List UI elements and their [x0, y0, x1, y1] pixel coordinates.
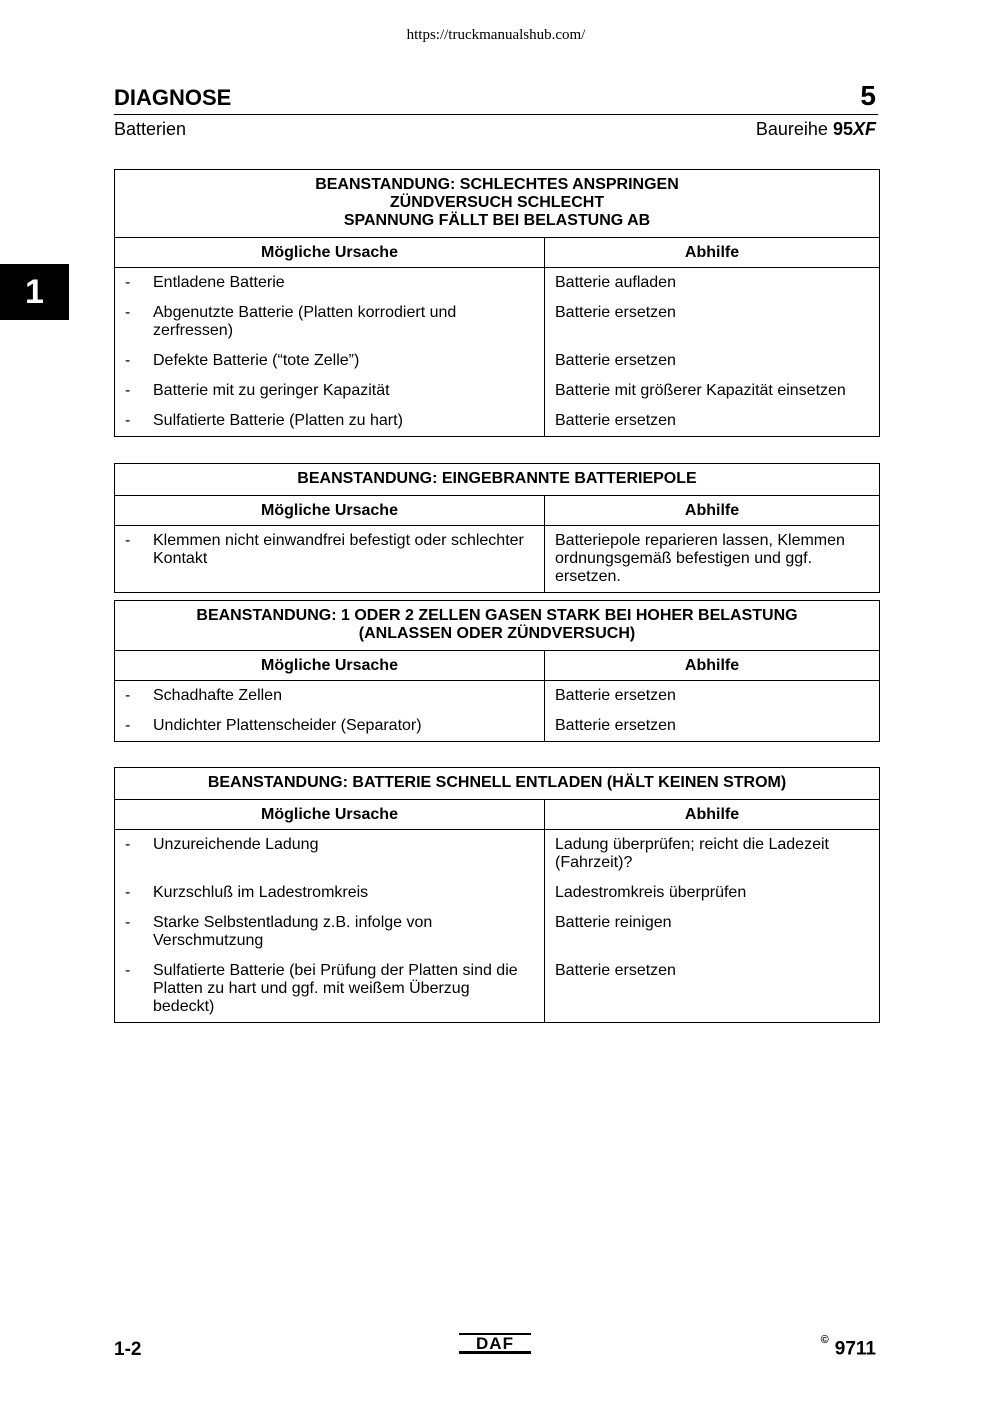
series-model: XF: [852, 119, 876, 139]
copyright-symbol: ©: [820, 1334, 829, 1346]
remedy-cell: Batterie ersetzen: [555, 962, 676, 979]
source-url: https://truckmanualshub.com/: [406, 27, 586, 43]
table-row: [115, 878, 880, 908]
bullet-dash: -: [125, 532, 131, 549]
remedy-cell: Batterie aufladen: [555, 274, 676, 291]
cause-text: Defekte Batterie (“tote Zelle”): [153, 352, 360, 369]
table-row: [115, 681, 880, 712]
cause-text: Sulfatierte Batterie (Platten zu hart): [153, 412, 403, 429]
cause-cell: [115, 711, 545, 742]
cause-cell: [115, 956, 545, 1023]
daf-logo-text: DAF: [476, 1334, 514, 1353]
bullet-dash: -: [125, 717, 131, 734]
column-header-remedy: Abhilfe: [545, 238, 880, 268]
bullet-dash: -: [125, 352, 131, 369]
cause-cell: [115, 830, 545, 879]
page-subtitle: Batterien: [114, 119, 187, 139]
complaint-line: BEANSTANDUNG: 1 ODER 2 ZELLEN GASEN STARK BEI HOHER BELASTUNG: [196, 607, 798, 624]
remedy-cell: Ladestromkreis überprüfen: [555, 884, 747, 901]
complaint-table-3: [114, 600, 880, 742]
cause-cell: [115, 526, 545, 593]
section-number: 5: [860, 80, 876, 111]
complaint-heading: [115, 464, 880, 496]
bullet-dash: -: [125, 382, 131, 399]
document-code-text: 9711: [834, 1338, 876, 1360]
cause-text: Kurzschluß im Ladestromkreis: [153, 884, 369, 901]
series-label: [756, 119, 876, 140]
table-row: [115, 830, 880, 879]
table-row: [115, 908, 880, 956]
series-label-text: Baureihe: [755, 119, 828, 139]
complaint-line: BEANSTANDUNG: EINGEBRANNTE BATTERIEPOLE: [297, 470, 697, 487]
table-row: [115, 268, 880, 299]
complaint-heading: [115, 768, 880, 800]
cause-cell: [115, 878, 545, 908]
complaint-line: BEANSTANDUNG: BATTERIE SCHNELL ENTLADEN (HÄLT KEINEN STROM): [207, 774, 787, 791]
page-number: 1-2: [114, 1339, 142, 1360]
bullet-dash: -: [125, 412, 131, 429]
cause-text: Klemmen nicht einwandfrei befestigt oder schlechter Kontakt: [153, 532, 524, 567]
cause-text: Undichter Plattenscheider (Separator): [153, 717, 422, 734]
bullet-dash: -: [125, 836, 131, 853]
column-header-remedy: Abhilfe: [545, 800, 880, 830]
page-title: DIAGNOSE: [114, 85, 232, 110]
complaint-heading: [115, 601, 880, 651]
daf-logo: [459, 1333, 531, 1355]
remedy-cell: Batterie ersetzen: [555, 304, 676, 321]
cause-text: Starke Selbstentladung z.B. infolge von Verschmutzung: [153, 914, 433, 949]
remedy-cell: Batterie reinigen: [555, 914, 672, 931]
cause-cell: [115, 376, 545, 406]
remedy-cell: Batterie ersetzen: [555, 352, 676, 369]
complaint-table-1: [114, 169, 880, 437]
column-header-cause: Mögliche Ursache: [115, 496, 545, 526]
table-row: [115, 526, 880, 593]
complaint-line: (ANLASSEN ODER ZÜNDVERSUCH): [358, 625, 636, 642]
complaint-heading: [115, 170, 880, 238]
cause-text: Sulfatierte Batterie (bei Prüfung der Platten sind die Platten zu hart und ggf. mit weißem Überzug bedeckt): [153, 962, 518, 1015]
cause-cell: [115, 346, 545, 376]
table-row: [115, 956, 880, 1023]
table-row: [115, 711, 880, 742]
table-row: [115, 406, 880, 437]
bullet-dash: -: [125, 914, 131, 931]
bullet-dash: -: [125, 884, 131, 901]
cause-text: Batterie mit zu geringer Kapazität: [153, 382, 390, 399]
remedy-cell: Batterie ersetzen: [555, 412, 676, 429]
cause-cell: [115, 268, 545, 299]
complaint-line: SPANNUNG FÄLLT BEI BELASTUNG AB: [343, 212, 651, 229]
table-row: [115, 346, 880, 376]
cause-text: Unzureichende Ladung: [153, 836, 319, 853]
column-header-remedy: Abhilfe: [545, 651, 880, 681]
table-row: [115, 298, 880, 346]
header-rule: [114, 114, 878, 115]
complaint-table-4: [114, 767, 880, 1023]
column-header-cause: Mögliche Ursache: [115, 800, 545, 830]
cause-text: Abgenutzte Batterie (Platten korrodiert und zerfressen): [153, 304, 457, 339]
complaint-line: ZÜNDVERSUCH SCHLECHT: [389, 194, 605, 211]
remedy-cell: Batterie ersetzen: [555, 717, 676, 734]
complaint-table-2: [114, 463, 880, 593]
column-header-remedy: Abhilfe: [545, 496, 880, 526]
cause-cell: [115, 908, 545, 956]
document-code: [820, 1334, 876, 1360]
cause-cell: [115, 681, 545, 712]
bullet-dash: -: [125, 687, 131, 704]
column-header-cause: Mögliche Ursache: [115, 238, 545, 268]
complaint-line: BEANSTANDUNG: SCHLECHTES ANSPRINGEN: [315, 176, 679, 193]
chapter-tab: 1: [0, 264, 69, 320]
remedy-cell: Batteriepole reparieren lassen, Klemmen ordnungsgemäß befestigen und ggf. ersetzen.: [555, 532, 845, 585]
remedy-cell: Batterie ersetzen: [555, 687, 676, 704]
bullet-dash: -: [125, 962, 131, 979]
cause-cell: [115, 406, 545, 437]
bullet-dash: -: [125, 304, 131, 321]
bullet-dash: -: [125, 274, 131, 291]
remedy-cell: Batterie mit größerer Kapazität einsetzen: [555, 382, 846, 399]
remedy-cell: Ladung überprüfen; reicht die Ladezeit (Fahrzeit)?: [555, 836, 829, 871]
cause-cell: [115, 298, 545, 346]
series-number: 95: [832, 119, 853, 139]
column-header-cause: Mögliche Ursache: [115, 651, 545, 681]
table-row: [115, 376, 880, 406]
cause-text: Entladene Batterie: [153, 274, 285, 291]
cause-text: Schadhafte Zellen: [153, 687, 282, 704]
